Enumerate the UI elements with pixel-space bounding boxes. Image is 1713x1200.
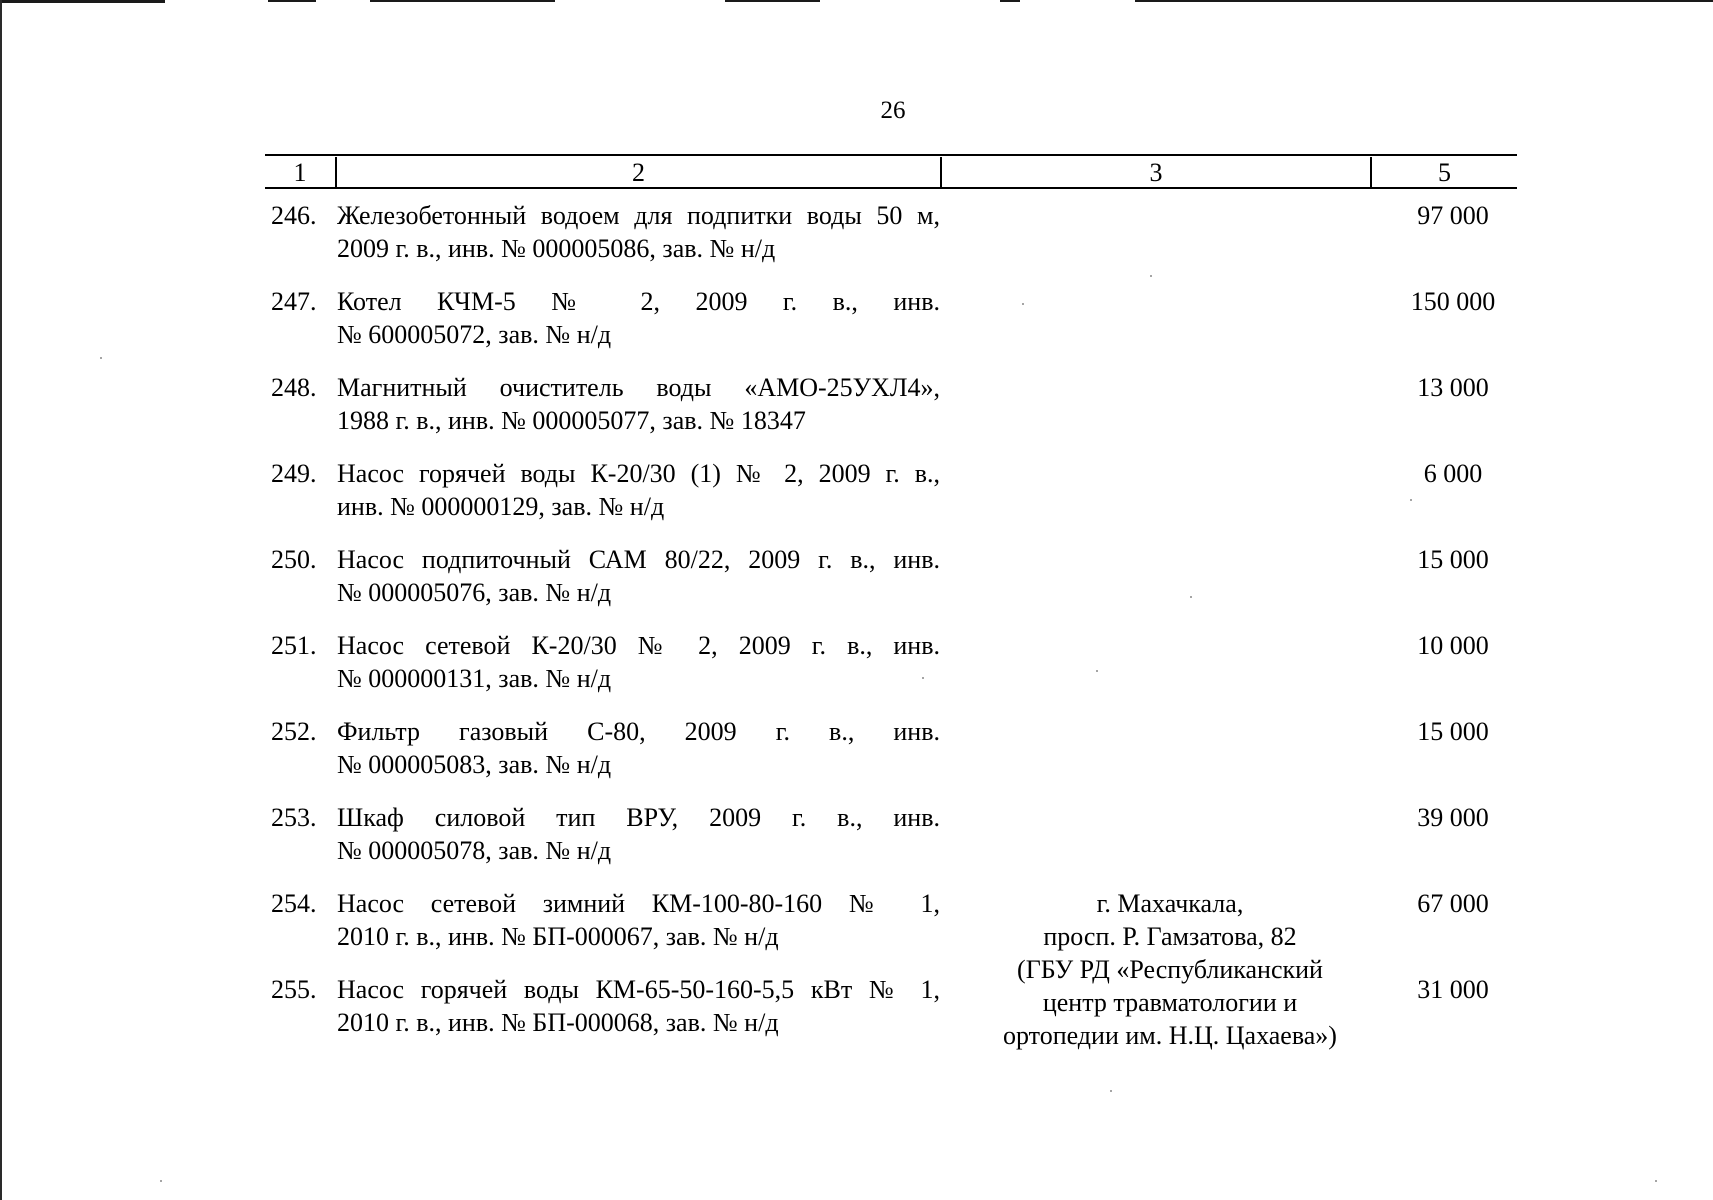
item-price: 6 000 — [1423, 459, 1483, 488]
row-number: 251. — [271, 631, 317, 660]
table-row — [265, 285, 1517, 365]
column-header-1: 1 — [293, 158, 307, 187]
row-number: 247. — [271, 287, 317, 316]
row-number: 246. — [271, 201, 317, 230]
table-row — [265, 715, 1517, 795]
table-row — [265, 629, 1517, 709]
row-number: 253. — [271, 803, 317, 832]
table-row — [265, 543, 1517, 623]
item-description-line: Насос горячей воды К-20/30 (1) № 2, 2009 г. в., — [337, 459, 940, 488]
item-price: 15 000 — [1417, 545, 1489, 574]
item-description — [337, 543, 940, 609]
column-header-5: 5 — [1438, 158, 1451, 187]
table-row — [265, 457, 1517, 537]
item-price: 10 000 — [1417, 631, 1489, 660]
scan-speck — [1022, 303, 1024, 305]
row-number: 250. — [271, 545, 317, 574]
item-description — [337, 973, 940, 1039]
item-description-line: № 000005076, зав. № н/д — [337, 578, 612, 607]
item-description-line: № 000005078, зав. № н/д — [337, 836, 612, 865]
item-price: 13 000 — [1417, 373, 1489, 402]
scan-edge-top — [725, 0, 820, 2]
scan-speck — [100, 357, 102, 359]
address-line: г. Махачкала, — [1096, 889, 1244, 918]
item-description-line: Шкаф силовой тип ВРУ, 2009 г. в., инв. — [337, 803, 940, 832]
item-price: 31 000 — [1417, 975, 1489, 1004]
item-price: 67 000 — [1417, 889, 1489, 918]
scan-edge-top — [370, 0, 555, 2]
item-price: 97 000 — [1417, 201, 1489, 230]
scan-speck — [160, 1180, 162, 1182]
table-header-bottom-rule — [265, 187, 1517, 189]
address-line: (ГБУ РД «Республиканский — [1017, 955, 1323, 984]
location-address — [960, 887, 1380, 1052]
item-price: 150 000 — [1410, 287, 1496, 316]
scan-speck — [1410, 499, 1412, 501]
address-line: центр травматологии и — [1042, 988, 1298, 1017]
page-number: 26 — [880, 97, 906, 124]
table-header-top-rule — [265, 154, 1517, 156]
item-description-line: 2009 г. в., инв. № 000005086, зав. № н/д — [337, 234, 776, 263]
table-row — [265, 199, 1517, 279]
row-number: 254. — [271, 889, 317, 918]
row-number: 249. — [271, 459, 317, 488]
row-number: 248. — [271, 373, 317, 402]
row-number: 255. — [271, 975, 317, 1004]
item-description-line: Насос сетевой К-20/30 № 2, 2009 г. в., инв. — [337, 631, 940, 660]
item-price: 15 000 — [1417, 717, 1489, 746]
item-description — [337, 199, 940, 265]
item-description-line: Насос подпиточный САМ 80/22, 2009 г. в., инв. — [337, 545, 940, 574]
item-description-line: № 000005083, зав. № н/д — [337, 750, 612, 779]
item-description-line: 2010 г. в., инв. № БП-000067, зав. № н/д — [337, 922, 779, 951]
item-description-line: Фильтр газовый С-80, 2009 г. в., инв. — [337, 717, 940, 746]
address-line: ортопедии им. Н.Ц. Цахаева») — [1003, 1021, 1337, 1050]
item-description — [337, 285, 940, 351]
item-description-line: Насос сетевой зимний КМ-100-80-160 № 1, — [337, 889, 940, 918]
column-header-2: 2 — [632, 158, 645, 187]
scan-speck — [1096, 670, 1098, 672]
scan-speck — [922, 677, 924, 679]
item-description — [337, 457, 940, 523]
item-description — [337, 887, 940, 953]
item-description-line: инв. № 000000129, зав. № н/д — [337, 492, 665, 521]
scan-edge-top — [268, 0, 316, 2]
item-description — [337, 801, 940, 867]
item-description-line: Насос горячей воды КМ-65-50-160-5,5 кВт № 1, — [337, 975, 940, 1004]
item-price: 39 000 — [1417, 803, 1489, 832]
table-row — [265, 801, 1517, 881]
item-description-line: 1988 г. в., инв. № 000005077, зав. № 18347 — [337, 406, 806, 435]
item-description-line: Магнитный очиститель воды «АМО-25УХЛ4», — [337, 373, 940, 402]
row-number: 252. — [271, 717, 317, 746]
item-description-line: Котел КЧМ-5 № 2, 2009 г. в., инв. — [337, 287, 940, 316]
item-description — [337, 715, 940, 781]
scan-speck — [1655, 1180, 1657, 1182]
item-description — [337, 629, 940, 695]
scan-edge-left — [0, 0, 2, 1200]
column-header-3: 3 — [1149, 158, 1163, 187]
address-line: просп. Р. Гамзатова, 82 — [1043, 922, 1297, 951]
item-description-line: № 000000131, зав. № н/д — [337, 664, 612, 693]
scan-edge-top — [1000, 0, 1020, 2]
scan-speck — [1150, 275, 1152, 277]
scan-edge-top — [0, 0, 165, 3]
table-row — [265, 371, 1517, 451]
item-description-line: Железобетонный водоем для подпитки воды 50 м, — [337, 201, 940, 230]
scan-speck — [1190, 596, 1192, 598]
scan-edge-top — [1135, 0, 1713, 2]
item-description — [337, 371, 940, 437]
scan-speck — [1110, 1090, 1112, 1092]
item-description-line: № 600005072, зав. № н/д — [337, 320, 612, 349]
item-description-line: 2010 г. в., инв. № БП-000068, зав. № н/д — [337, 1008, 779, 1037]
